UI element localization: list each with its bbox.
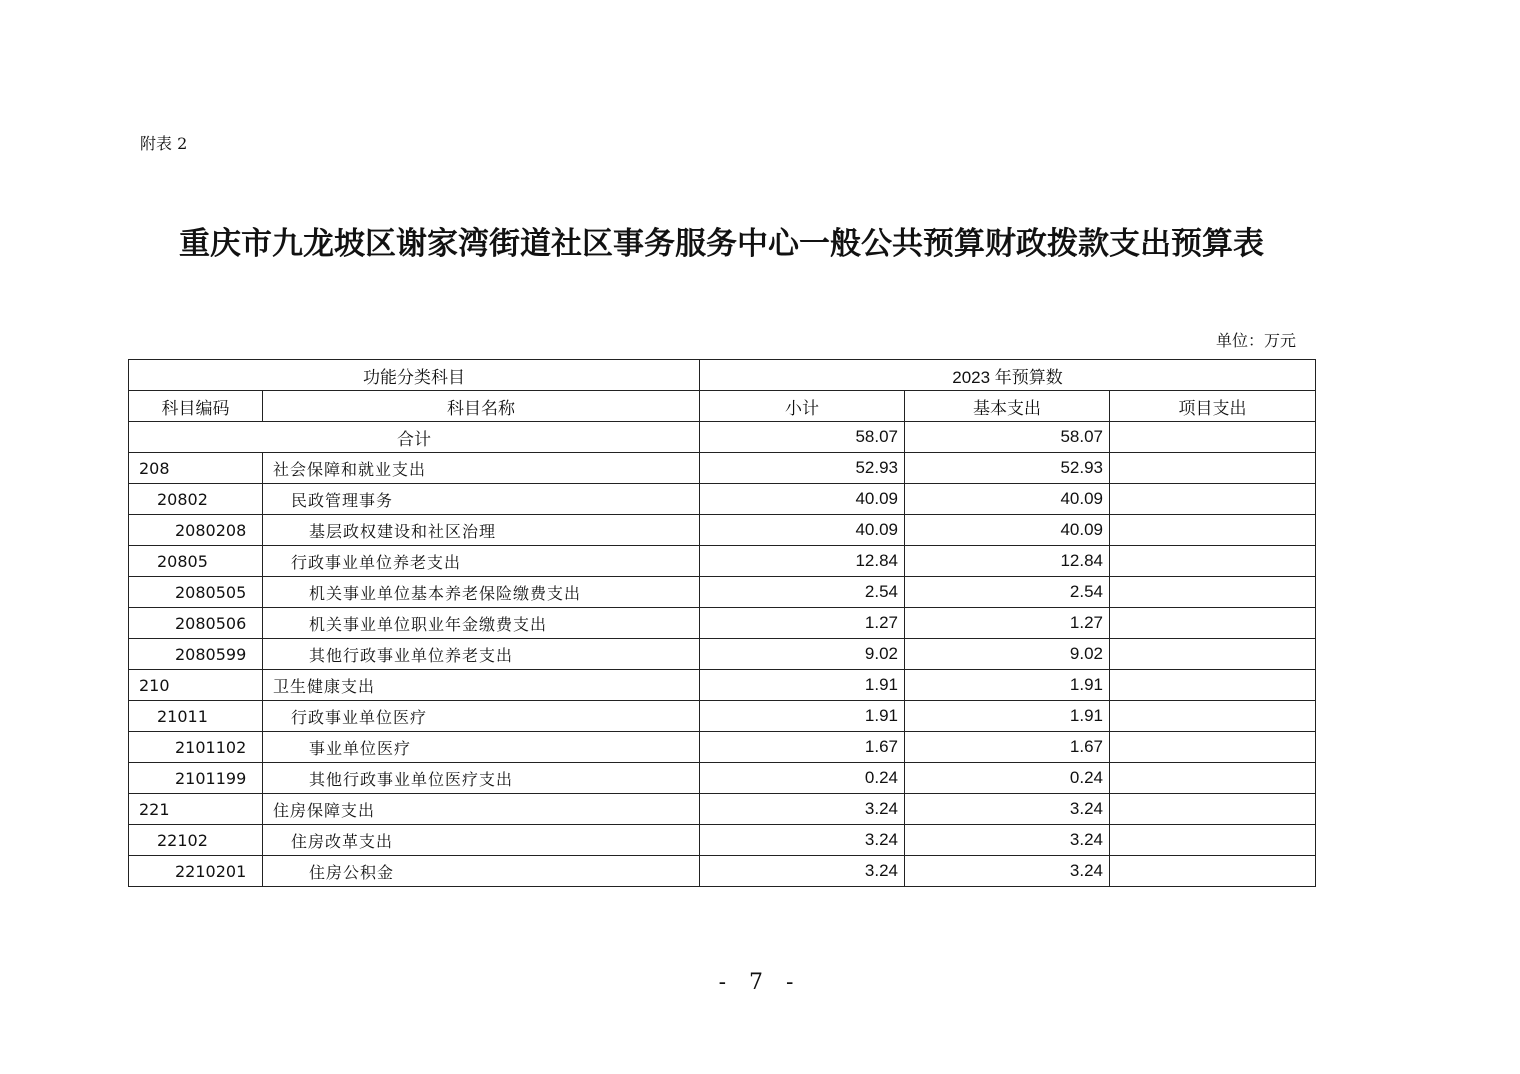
table-row: [129, 639, 1316, 670]
row-subtotal: 1.91: [700, 701, 905, 732]
row-basic-expense: 1.27: [905, 608, 1110, 639]
row-code: 2080506: [129, 608, 263, 639]
row-code: 2080599: [129, 639, 263, 670]
row-code: 2080505: [129, 577, 263, 608]
page-number: - 7 -: [718, 970, 802, 995]
total-row: [129, 422, 1316, 453]
total-subtotal: 58.07: [700, 422, 905, 453]
row-code: 208: [129, 453, 263, 484]
row-name: 住房改革支出: [263, 825, 700, 856]
row-code: 2101102: [129, 732, 263, 763]
table-header-row: [129, 391, 1316, 422]
table-row: [129, 484, 1316, 515]
row-subtotal: 1.27: [700, 608, 905, 639]
row-subtotal: 40.09: [700, 515, 905, 546]
row-name: 基层政权建设和社区治理: [263, 515, 700, 546]
table-row: [129, 670, 1316, 701]
row-basic-expense: 12.84: [905, 546, 1110, 577]
row-project-expense: [1110, 515, 1316, 546]
row-project-expense: [1110, 825, 1316, 856]
row-name: 事业单位医疗: [263, 732, 700, 763]
total-basic: 58.07: [905, 422, 1110, 453]
row-basic-expense: 0.24: [905, 763, 1110, 794]
table-header-group-row: [129, 360, 1316, 391]
row-basic-expense: 3.24: [905, 856, 1110, 887]
row-subtotal: 3.24: [700, 856, 905, 887]
row-name: 住房公积金: [263, 856, 700, 887]
table-row: [129, 546, 1316, 577]
row-basic-expense: 3.24: [905, 825, 1110, 856]
row-subtotal: 2.54: [700, 577, 905, 608]
row-basic-expense: 40.09: [905, 515, 1110, 546]
row-project-expense: [1110, 763, 1316, 794]
row-project-expense: [1110, 484, 1316, 515]
table-row: [129, 825, 1316, 856]
row-code: 20805: [129, 546, 263, 577]
table-row: [129, 608, 1316, 639]
row-basic-expense: 9.02: [905, 639, 1110, 670]
row-code: 2101199: [129, 763, 263, 794]
row-code: 21011: [129, 701, 263, 732]
table-row: [129, 856, 1316, 887]
table-row: [129, 732, 1316, 763]
row-subtotal: 1.67: [700, 732, 905, 763]
table-row: [129, 453, 1316, 484]
row-name: 社会保障和就业支出: [263, 453, 700, 484]
row-code: 2210201: [129, 856, 263, 887]
row-project-expense: [1110, 670, 1316, 701]
row-project-expense: [1110, 546, 1316, 577]
header-function-category: 功能分类科目: [129, 360, 700, 391]
row-project-expense: [1110, 732, 1316, 763]
row-code: 221: [129, 794, 263, 825]
row-subtotal: 12.84: [700, 546, 905, 577]
row-project-expense: [1110, 577, 1316, 608]
row-basic-expense: 2.54: [905, 577, 1110, 608]
row-subtotal: 1.91: [700, 670, 905, 701]
table-row: [129, 763, 1316, 794]
row-project-expense: [1110, 608, 1316, 639]
row-name: 民政管理事务: [263, 484, 700, 515]
row-subtotal: 3.24: [700, 825, 905, 856]
row-name: 机关事业单位职业年金缴费支出: [263, 608, 700, 639]
table-row: [129, 794, 1316, 825]
header-budget-year: 2023 年预算数: [700, 360, 1316, 391]
row-subtotal: 3.24: [700, 794, 905, 825]
header-subtotal: 小计: [700, 391, 905, 422]
row-code: 22102: [129, 825, 263, 856]
budget-table: [128, 359, 1316, 887]
total-label: 合计: [129, 422, 700, 453]
attachment-label: 附表 2: [140, 134, 188, 153]
row-subtotal: 52.93: [700, 453, 905, 484]
row-name: 卫生健康支出: [263, 670, 700, 701]
row-code: 2080208: [129, 515, 263, 546]
row-name: 住房保障支出: [263, 794, 700, 825]
row-name: 行政事业单位医疗: [263, 701, 700, 732]
header-basic-expense: 基本支出: [905, 391, 1110, 422]
row-name: 行政事业单位养老支出: [263, 546, 700, 577]
row-subtotal: 40.09: [700, 484, 905, 515]
table-row: [129, 515, 1316, 546]
row-name: 其他行政事业单位养老支出: [263, 639, 700, 670]
row-code: 210: [129, 670, 263, 701]
total-project: [1110, 422, 1316, 453]
row-subtotal: 0.24: [700, 763, 905, 794]
row-basic-expense: 1.67: [905, 732, 1110, 763]
row-project-expense: [1110, 639, 1316, 670]
row-name: 其他行政事业单位医疗支出: [263, 763, 700, 794]
header-code: 科目编码: [129, 391, 263, 422]
row-project-expense: [1110, 701, 1316, 732]
row-basic-expense: 1.91: [905, 701, 1110, 732]
header-name: 科目名称: [263, 391, 700, 422]
row-subtotal: 9.02: [700, 639, 905, 670]
unit-label: 单位：万元: [1216, 331, 1297, 350]
row-name: 机关事业单位基本养老保险缴费支出: [263, 577, 700, 608]
table-row: [129, 577, 1316, 608]
page-title: 重庆市九龙坡区谢家湾街道社区事务服务中心一般公共预算财政拨款支出预算表: [179, 226, 1264, 262]
table-row: [129, 701, 1316, 732]
row-project-expense: [1110, 453, 1316, 484]
row-basic-expense: 52.93: [905, 453, 1110, 484]
row-basic-expense: 1.91: [905, 670, 1110, 701]
row-basic-expense: 40.09: [905, 484, 1110, 515]
row-project-expense: [1110, 856, 1316, 887]
header-project-expense: 项目支出: [1110, 391, 1316, 422]
row-project-expense: [1110, 794, 1316, 825]
row-basic-expense: 3.24: [905, 794, 1110, 825]
row-code: 20802: [129, 484, 263, 515]
